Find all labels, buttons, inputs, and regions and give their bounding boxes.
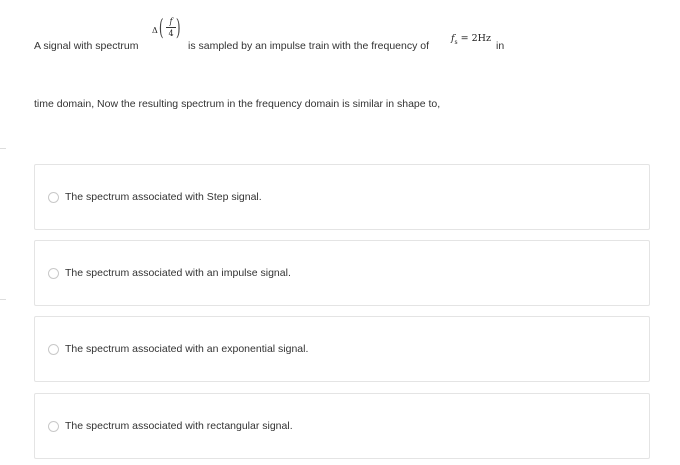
radio-button[interactable] <box>48 268 59 279</box>
fraction-bar <box>166 27 176 28</box>
freq-value: = 2Hz <box>457 33 491 44</box>
question-part3: in <box>496 40 505 52</box>
left-divider-bottom <box>0 299 6 300</box>
radio-button[interactable] <box>48 192 59 203</box>
fraction-numerator: f <box>169 17 173 26</box>
option-label: The spectrum associated with an exponential signal. <box>65 343 309 355</box>
radio-button[interactable] <box>48 421 59 432</box>
freq-subscript: s <box>454 38 458 46</box>
radio-button[interactable] <box>48 344 59 355</box>
option-impulse-signal[interactable] <box>34 240 650 306</box>
sampling-frequency-formula <box>451 33 491 46</box>
option-step-signal[interactable] <box>34 164 650 230</box>
question-part1: A signal with spectrum <box>34 40 139 52</box>
open-paren: ( <box>158 16 164 41</box>
option-exponential-signal[interactable] <box>34 316 650 382</box>
question-line2: time domain, Now the resulting spectrum in the frequency domain is similar in shape to, <box>34 98 441 110</box>
left-divider-top <box>0 148 6 149</box>
question-part2: is sampled by an impulse train with the frequency of <box>188 40 430 52</box>
close-paren: ) <box>175 16 181 41</box>
option-label: The spectrum associated with an impulse signal. <box>65 267 291 279</box>
fraction-denominator: 4 <box>168 29 174 38</box>
freq-variable: f <box>451 33 455 44</box>
triangle-function-formula <box>152 14 182 50</box>
option-rectangular-signal[interactable] <box>34 393 650 459</box>
option-label: The spectrum associated with rectangular signal. <box>65 420 293 432</box>
triangle-symbol: Δ <box>152 26 158 35</box>
option-label: The spectrum associated with Step signal. <box>65 191 262 203</box>
